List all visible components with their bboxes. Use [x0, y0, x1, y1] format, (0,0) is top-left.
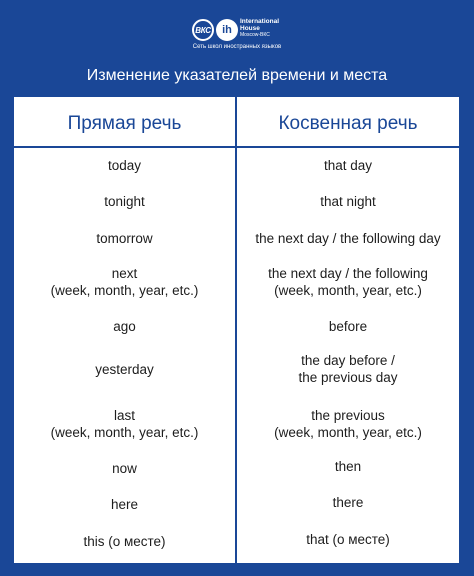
table-cell-indirect: that night [320, 193, 376, 209]
table-cell-indirect: the next day / the following (week, month, year, etc.) [268, 266, 428, 298]
table-cell-indirect: the next day / the following day [255, 230, 441, 246]
table-cell-direct: now [112, 460, 137, 476]
logo-brand-line2: House [240, 25, 260, 32]
header [0, 0, 474, 96]
table-cell-indirect: the day before / the previous day [298, 353, 398, 385]
table-cell-indirect: before [328, 318, 368, 334]
column-header-direct-speech: Прямая речь [67, 113, 182, 134]
table-cell-indirect: the previous (week, month, year, etc.) [274, 408, 422, 440]
table-cell-indirect: that day [323, 157, 373, 173]
table-cell-direct: ago [113, 318, 136, 334]
table-cell-direct: last (week, month, year, etc.) [50, 408, 199, 440]
table-card [14, 97, 459, 563]
logo-tagline: Сеть школ иностранных языков [192, 44, 282, 50]
logo-brand-text [240, 18, 300, 38]
logo-brand-line1: International [240, 18, 280, 25]
table-cell-indirect: then [334, 458, 362, 474]
table-cell-indirect: there [332, 494, 364, 510]
table-cell-indirect: that (о месте) [306, 531, 390, 547]
column-header-indirect-speech: Косвенная речь [278, 113, 418, 134]
vks-logo-icon: ВКС [192, 19, 214, 41]
table-cell-direct: this (о месте) [83, 533, 166, 549]
table-cell-direct: next (week, month, year, etc.) [50, 266, 199, 298]
ih-logo-icon: ih [216, 19, 238, 41]
table-cell-direct: tonight [104, 193, 145, 209]
table-cell-direct: yesterday [95, 361, 154, 377]
logo [192, 15, 288, 55]
table-cell-direct: tomorrow [96, 230, 153, 246]
logo-brand-line3: Moscow-ВКС [240, 32, 270, 38]
page-subtitle: Изменение указателей времени и места [86, 67, 388, 84]
table-cell-direct: here [110, 496, 139, 512]
table-cell-direct: today [107, 157, 142, 173]
